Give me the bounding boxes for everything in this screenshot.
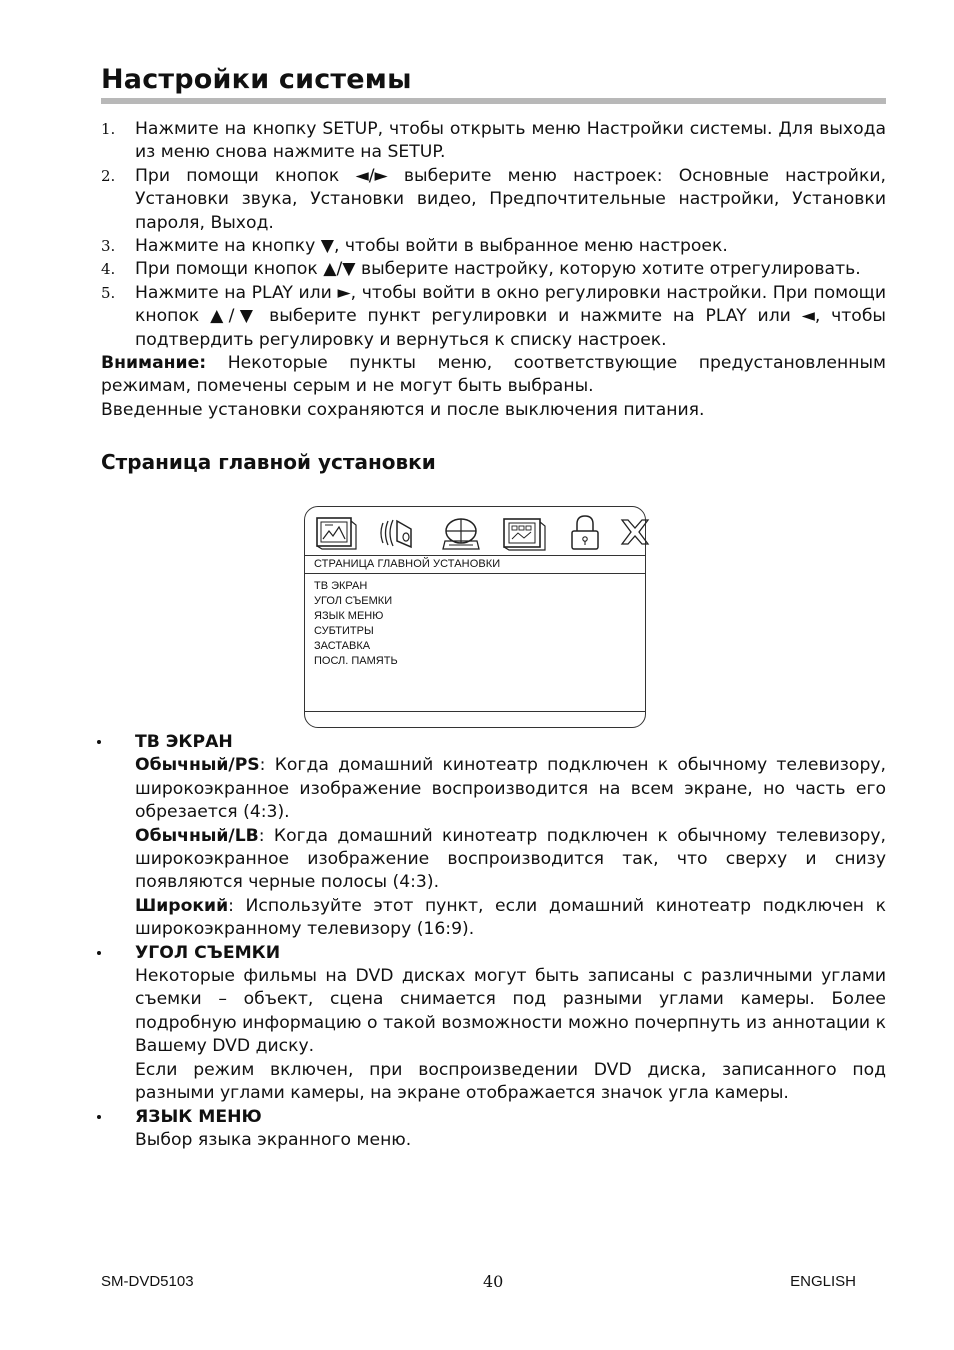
feature-text: Выбор языка экранного меню. (135, 1129, 412, 1150)
option-description: : Когда домашний кинотеатр подключен к обычному телевизору, широкоэкранное изображение воспроизводится так, что сверху и снизу появляются черные полосы (4:3). (135, 825, 886, 893)
step-number: 3. (101, 237, 116, 256)
footer-page-number: 40 (483, 1272, 504, 1291)
steps-list (101, 118, 886, 352)
step-text: Нажмите на кнопку ▼, чтобы войти в выбранное меню настроек. (135, 236, 728, 257)
option-label: Обычный/PS (135, 755, 260, 776)
step-number: 5. (101, 283, 116, 302)
osd-menu-list (314, 579, 398, 669)
feature-text (135, 895, 886, 942)
osd-icon-bar (313, 513, 643, 553)
osd-divider (305, 555, 645, 556)
step-text: При помощи кнопок ▲/▼ выберите настройку, которую хотите отрегулировать. (135, 259, 861, 280)
video-disc-icon (439, 513, 485, 553)
osd-menu-item[interactable]: ПОСЛ. ПАМЯТЬ (314, 655, 398, 667)
note-label: Внимание: (101, 353, 207, 374)
step-item (101, 235, 886, 258)
feature-tv-screen (101, 731, 886, 942)
osd-menu-item[interactable]: УГОЛ СЪЕМКИ (314, 595, 393, 607)
step-item (101, 282, 886, 352)
osd-divider (305, 573, 645, 574)
feature-text (135, 825, 886, 895)
bullet-icon (97, 740, 101, 744)
feature-text: Если режим включен, при воспроизведении DVD диска, записанного под разными углами камеры, на экране отображается значок угла камеры. (135, 1059, 886, 1104)
title-underline (101, 98, 886, 104)
osd-header: СТРАНИЦА ГЛАВНОЙ УСТАНОВКИ (314, 558, 501, 570)
section-subtitle: Страница главной установки (101, 450, 436, 475)
page-content (101, 62, 886, 476)
bullet-icon (97, 951, 101, 955)
option-description: : Используйте этот пункт, если домашний кинотеатр подключен к широкоэкранному телевизору (16:9). (135, 895, 886, 940)
option-description: : Когда домашний кинотеатр подключен к обычному телевизору, широкоэкранное изображение воспроизводится на всем экране, но часть его обрезается (4:3). (135, 755, 886, 823)
feature-menu-language (101, 1106, 886, 1153)
osd-menu-item[interactable]: ЗАСТАВКА (314, 640, 371, 652)
tv-screen-icon (313, 513, 359, 553)
step-text: Нажмите на кнопку SETUP, чтобы открыть меню Настройки системы. Для выхода из меню снова нажмите на SETUP. (135, 119, 886, 163)
lock-icon (563, 513, 609, 553)
feature-heading: УГОЛ СЪЕМКИ (135, 942, 281, 963)
exit-icon (613, 513, 659, 553)
bullet-icon (97, 1115, 101, 1119)
feature-camera-angle (101, 942, 886, 1106)
footer-language: ENGLISH (790, 1273, 856, 1290)
step-item (101, 118, 886, 165)
option-label: Широкий (135, 895, 229, 916)
step-number: 2. (101, 166, 116, 185)
page-title: Настройки системы (101, 64, 412, 95)
option-label: Обычный/LB (135, 825, 259, 846)
osd-menu-item[interactable]: ТВ ЭКРАН (314, 580, 368, 592)
step-item (101, 258, 886, 281)
feature-heading: ТВ ЭКРАН (135, 732, 233, 752)
note-paragraph (101, 352, 886, 399)
feature-text (135, 754, 886, 824)
preference-icon (501, 513, 547, 553)
feature-descriptions (101, 731, 886, 1152)
step-text: При помощи кнопок ◄/► выберите меню настроек: Основные настройки, Установки звука, Установки видео, Предпочтительные настройки, Установки пароля, Выход. (135, 165, 886, 233)
step-item (101, 165, 886, 235)
footer-model: SM-DVD5103 (101, 1273, 194, 1290)
feature-text: Некоторые фильмы на DVD дисках могут быть записаны с различными углами съемки – объект, сцена снимается под разными углами камеры. Более подробную информацию о такой возможности можно почерпнуть из аннотации к Вашему DVD диску. (135, 966, 886, 1057)
note-paragraph-2: Введенные установки сохраняются и после выключения питания. (101, 399, 705, 420)
step-number: 1. (101, 120, 116, 138)
step-text: Нажмите на PLAY или ►, чтобы войти в окно регулировки настройки. При помощи кнопок ▲/▼ выберите пункт регулировки и нажмите на PLAY или ◄, чтобы подтвердить регулировку и вернуться к списку настроек. (135, 282, 886, 350)
osd-setup-menu (304, 506, 646, 728)
speaker-icon (375, 513, 421, 553)
osd-divider (305, 711, 645, 712)
step-number: 4. (101, 260, 116, 279)
note-text: Некоторые пункты меню, соответствующие предустановленным режимам, помечены серым и не могут быть выбраны. (101, 353, 886, 397)
osd-menu-item[interactable]: ЯЗЫК МЕНЮ (314, 610, 384, 622)
osd-menu-item[interactable]: СУБТИТРЫ (314, 625, 374, 637)
feature-heading: ЯЗЫК МЕНЮ (135, 1106, 262, 1127)
